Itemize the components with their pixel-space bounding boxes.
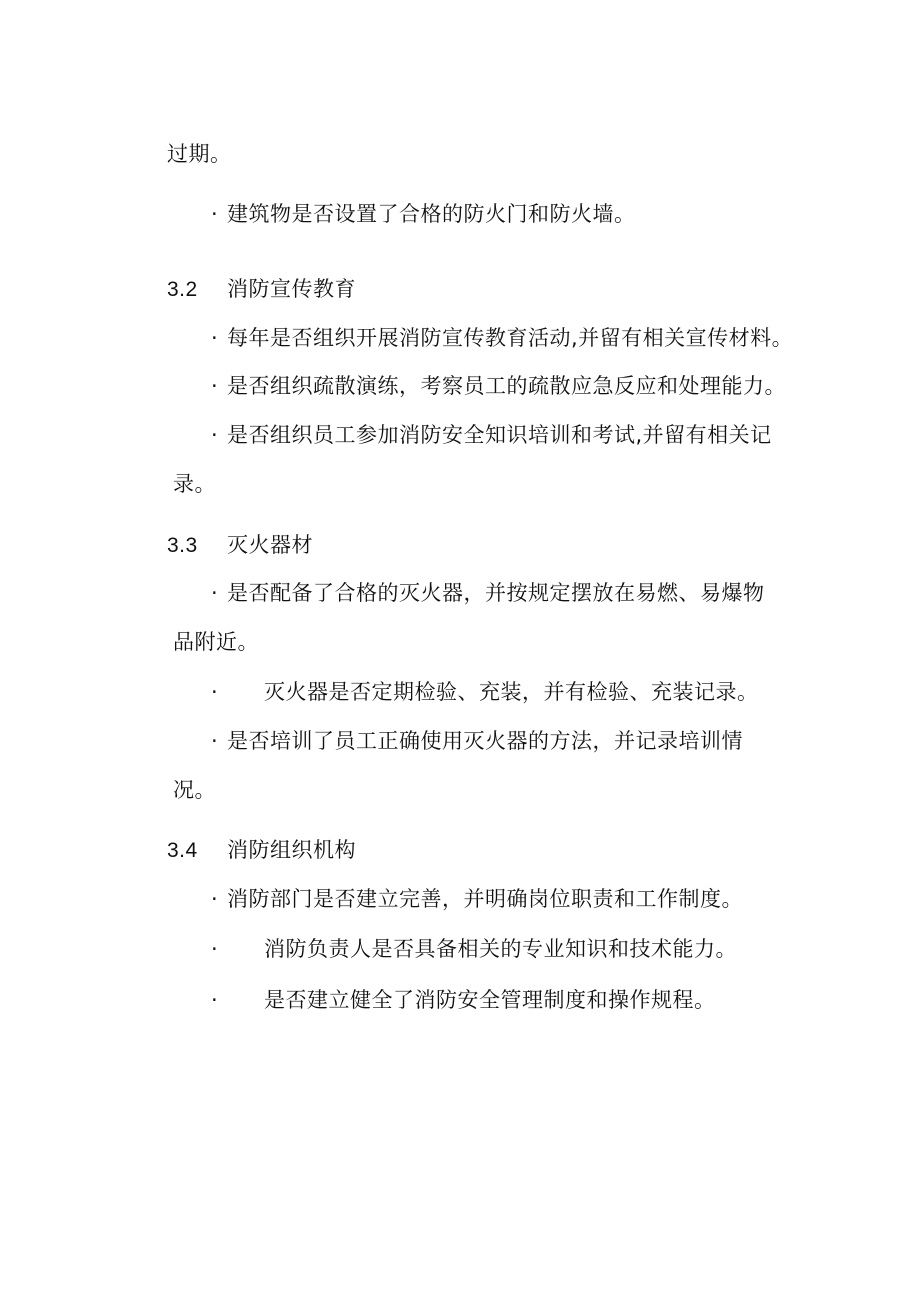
list-item <box>211 421 772 449</box>
list-item <box>211 986 716 1014</box>
list-item <box>211 200 636 228</box>
bullet-glyph: · <box>211 326 219 350</box>
list-item-continuation <box>173 628 259 656</box>
list-item <box>211 372 786 400</box>
section-number: 3.4 <box>167 839 198 862</box>
list-item <box>211 324 793 352</box>
list-item-text: 况。 <box>173 778 216 802</box>
list-item <box>211 935 737 963</box>
list-item-text: 是否建立健全了消防安全管理制度和操作规程。 <box>264 988 716 1012</box>
list-item-text: 是否组织员工参加消防安全知识培训和考试,并留有相关记 <box>227 423 772 447</box>
paragraph-text: 过期。 <box>167 142 232 166</box>
list-item <box>211 678 759 706</box>
section-heading <box>167 836 356 865</box>
bullet-glyph: · <box>211 581 219 605</box>
list-item-text: 消防负责人是否具备相关的专业知识和技术能力。 <box>264 937 737 961</box>
section-number: 3.2 <box>167 278 198 301</box>
bullet-glyph: · <box>211 729 219 753</box>
list-item-text: 灭火器是否定期检验、充装，并有检验、充装记录。 <box>264 680 759 704</box>
section-heading <box>167 275 356 304</box>
section-title: 灭火器材 <box>227 533 313 557</box>
list-item-text: 录。 <box>173 472 216 496</box>
section-heading <box>167 531 313 560</box>
bullet-glyph: · <box>211 887 219 911</box>
list-item-text: 是否配备了合格的灭火器，并按规定摆放在易燃、易爆物 <box>227 581 765 605</box>
list-item-text: 消防部门是否建立完善，并明确岗位职责和工作制度。 <box>227 887 743 911</box>
section-title: 消防宣传教育 <box>227 277 356 301</box>
list-item-text: 每年是否组织开展消防宣传教育活动,并留有相关宣传材料。 <box>227 326 794 350</box>
bullet-glyph: · <box>211 988 219 1012</box>
list-item-text: 是否组织疏散演练，考察员工的疏散应急反应和处理能力。 <box>227 374 786 398</box>
list-item-continuation <box>173 776 216 804</box>
list-item <box>211 727 743 755</box>
bullet-glyph: · <box>211 202 219 226</box>
bullet-glyph: · <box>211 680 219 704</box>
section-number: 3.3 <box>167 534 198 557</box>
bullet-glyph: · <box>211 423 219 447</box>
list-item-text: 品附近。 <box>173 630 259 654</box>
paragraph-continuation <box>167 140 232 168</box>
list-item-text: 是否培训了员工正确使用灭火器的方法，并记录培训情 <box>227 729 743 753</box>
bullet-glyph: · <box>211 374 219 398</box>
list-item-text: 建筑物是否设置了合格的防火门和防火墙。 <box>227 202 636 226</box>
list-item <box>211 579 765 607</box>
list-item <box>211 885 743 913</box>
section-title: 消防组织机构 <box>227 838 356 862</box>
list-item-continuation <box>173 470 216 498</box>
bullet-glyph: · <box>211 937 219 961</box>
